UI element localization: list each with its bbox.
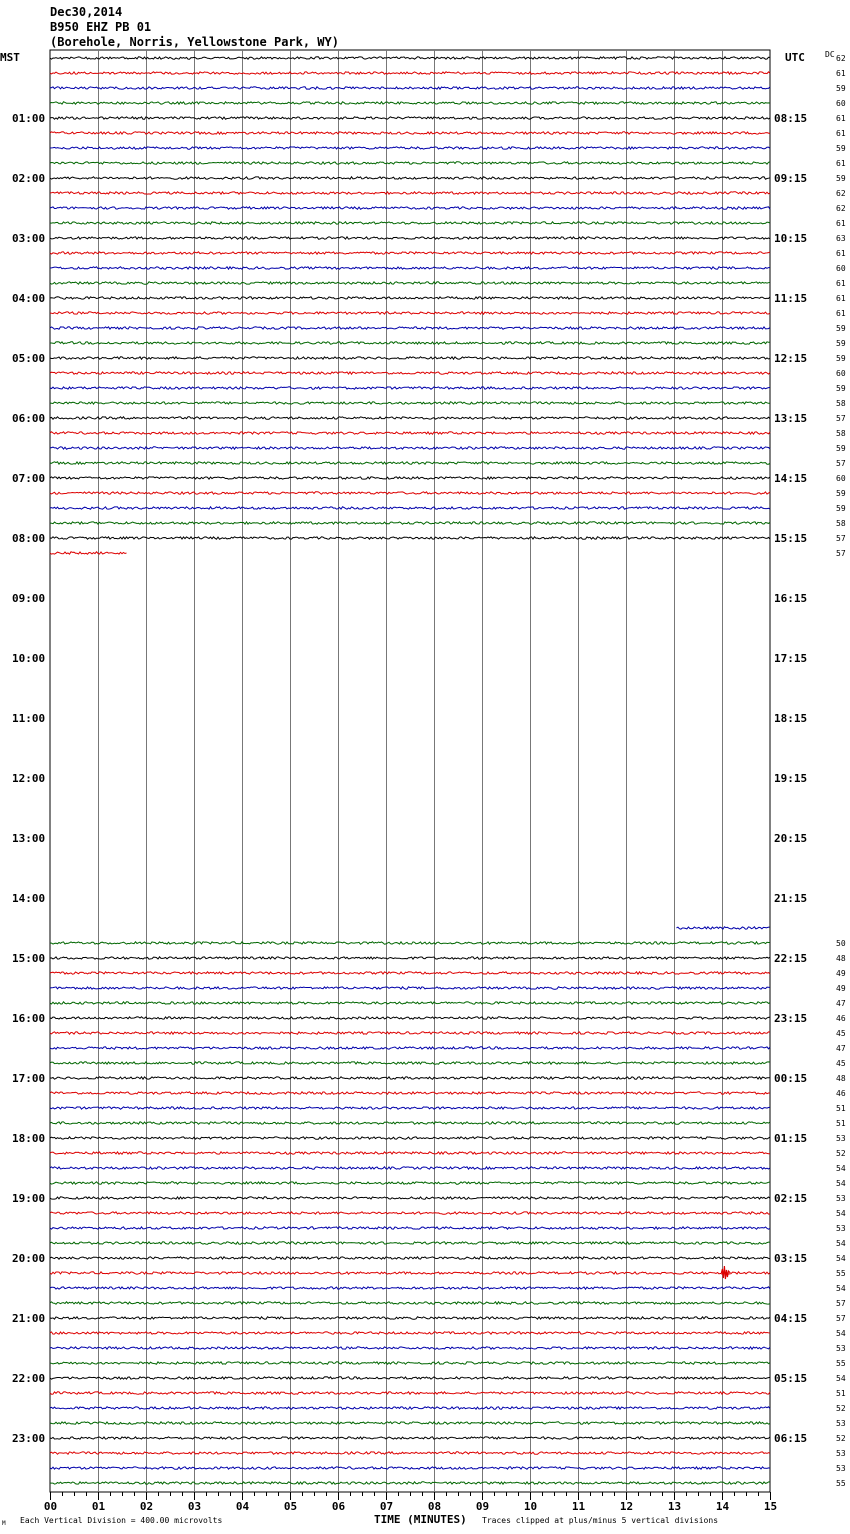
x-tick-label: 15 [763, 1500, 778, 1513]
seismic-trace [50, 192, 770, 194]
dc-offset-label: 59 [836, 324, 846, 333]
left-hour-label: 12:00 [12, 772, 46, 785]
dc-offset-label: 60 [836, 369, 846, 378]
seismic-trace [50, 177, 770, 179]
dc-offset-label: 57 [836, 459, 846, 468]
seismic-trace [50, 102, 770, 104]
seismic-trace [50, 1347, 770, 1349]
left-hour-label: 01:00 [12, 112, 46, 125]
seismic-trace [50, 282, 770, 284]
right-hour-label: 11:15 [774, 292, 808, 305]
clip-note: Traces clipped at plus/minus 5 vertical divisions [482, 1516, 719, 1525]
seismic-trace [50, 1002, 770, 1004]
left-hour-label: 15:00 [12, 952, 46, 965]
right-hour-label: 09:15 [774, 172, 808, 185]
dc-offset-label: 54 [836, 1239, 846, 1248]
dc-offset-label: 61 [836, 159, 846, 168]
dc-offset-label: 54 [836, 1329, 846, 1338]
dc-offset-label: 54 [836, 1164, 846, 1173]
seismic-trace [50, 117, 770, 119]
seismic-trace [50, 432, 770, 434]
seismic-trace [50, 1152, 770, 1154]
dc-offset-label: 61 [836, 249, 846, 258]
plot-frame [50, 50, 770, 1492]
right-hour-label: 06:15 [774, 1432, 808, 1445]
dc-offset-label: 46 [836, 1014, 846, 1023]
seismic-trace [50, 1182, 770, 1184]
x-tick-label: 13 [667, 1500, 682, 1513]
right-hour-label: 18:15 [774, 712, 808, 725]
x-tick-label: 08 [427, 1500, 442, 1513]
seismic-trace [50, 1227, 770, 1229]
x-tick-label: 09 [475, 1500, 490, 1513]
left-hour-label: 14:00 [12, 892, 46, 905]
dc-offset-label: 59 [836, 444, 846, 453]
seismic-trace [50, 1362, 770, 1364]
seismic-trace [50, 1302, 770, 1304]
dc-offset-label: 51 [836, 1389, 846, 1398]
right-hour-label: 12:15 [774, 352, 808, 365]
right-hour-label: 14:15 [774, 472, 808, 485]
dc-offset-label: 58 [836, 429, 846, 438]
scale-note: Each Vertical Division = 400.00 microvolts [20, 1516, 223, 1525]
dc-offset-label: 57 [836, 549, 846, 558]
right-hour-label: 19:15 [774, 772, 808, 785]
dc-offset-label: 61 [836, 309, 846, 318]
dc-offset-label: 59 [836, 489, 846, 498]
dc-offset-label: 48 [836, 954, 846, 963]
seismic-trace [50, 297, 770, 299]
dc-offset-label: 59 [836, 504, 846, 513]
dc-offset-label: 62 [836, 189, 846, 198]
chart-location: (Borehole, Norris, Yellowstone Park, WY) [50, 35, 339, 49]
seismic-trace [50, 477, 770, 479]
seismic-trace [50, 972, 770, 974]
right-hour-label: 03:15 [774, 1252, 808, 1265]
dc-offset-label: 60 [836, 474, 846, 483]
x-tick-label: 11 [571, 1500, 586, 1513]
dc-offset-label: 58 [836, 519, 846, 528]
dc-offset-label: 51 [836, 1104, 846, 1113]
x-tick-label: 01 [91, 1500, 106, 1513]
seismic-trace [50, 1107, 770, 1109]
dc-offset-label: 57 [836, 1299, 846, 1308]
dc-offset-label: 61 [836, 294, 846, 303]
left-hour-label: 03:00 [12, 232, 46, 245]
seismic-trace [50, 57, 770, 59]
seismic-trace [50, 372, 770, 374]
left-hour-label: 08:00 [12, 532, 46, 545]
left-hour-label: 21:00 [12, 1312, 46, 1325]
dc-offset-label: 54 [836, 1254, 846, 1263]
seismic-trace [50, 1077, 770, 1079]
seismic-trace [50, 147, 770, 149]
left-hour-label: 20:00 [12, 1252, 46, 1265]
seismic-trace [50, 72, 770, 74]
dc-offset-label: 55 [836, 1269, 846, 1278]
seismic-trace [50, 1017, 770, 1019]
dc-offset-label: 47 [836, 1044, 846, 1053]
dc-offset-label: 55 [836, 1479, 846, 1488]
dc-column-label: DC [825, 50, 835, 59]
seismic-trace [50, 942, 770, 944]
x-tick-label: 03 [187, 1500, 202, 1513]
dc-offset-label: 52 [836, 1434, 846, 1443]
seismic-trace [50, 1242, 770, 1244]
dc-offset-label: 53 [836, 1194, 846, 1203]
seismic-trace [50, 327, 770, 329]
x-tick-label: 07 [379, 1500, 394, 1513]
x-tick-label: 02 [139, 1500, 154, 1513]
x-tick-label: 06 [331, 1500, 346, 1513]
dc-offset-label: 62 [836, 54, 846, 63]
seismic-trace [50, 402, 770, 404]
seismic-trace [50, 492, 770, 494]
seismic-trace [50, 387, 770, 389]
x-tick-label: 10 [523, 1500, 538, 1513]
x-tick-label: 12 [619, 1500, 634, 1513]
seismic-trace [50, 552, 127, 554]
seismic-trace [50, 237, 770, 239]
x-tick-label: 04 [235, 1500, 250, 1513]
seismic-trace [50, 1092, 770, 1094]
corner-mark: M [2, 1520, 6, 1527]
dc-offset-label: 61 [836, 69, 846, 78]
dc-offset-label: 53 [836, 1134, 846, 1143]
dc-offset-label: 59 [836, 354, 846, 363]
seismic-trace [50, 132, 770, 134]
right-hour-label: 02:15 [774, 1192, 808, 1205]
seismic-trace [50, 987, 770, 989]
right-hour-label: 16:15 [774, 592, 808, 605]
seismic-trace [50, 1272, 770, 1274]
right-hour-label: 00:15 [774, 1072, 808, 1085]
right-hour-label: 13:15 [774, 412, 808, 425]
dc-offset-label: 55 [836, 1359, 846, 1368]
right-hour-label: 21:15 [774, 892, 808, 905]
left-hour-label: 04:00 [12, 292, 46, 305]
seismic-trace [50, 1197, 770, 1199]
dc-offset-label: 57 [836, 414, 846, 423]
dc-offset-label: 61 [836, 219, 846, 228]
dc-offset-label: 53 [836, 1464, 846, 1473]
seismic-trace [50, 1482, 770, 1484]
seismic-trace [50, 1377, 770, 1379]
seismic-trace [50, 162, 770, 164]
seismic-trace [50, 1437, 770, 1439]
left-hour-label: 05:00 [12, 352, 46, 365]
dc-offset-label: 52 [836, 1149, 846, 1158]
dc-offset-label: 59 [836, 339, 846, 348]
right-hour-label: 23:15 [774, 1012, 808, 1025]
seismic-trace [50, 462, 770, 464]
seismic-trace [50, 1212, 770, 1214]
dc-offset-label: 57 [836, 534, 846, 543]
dc-offset-label: 47 [836, 999, 846, 1008]
dc-offset-label: 53 [836, 1419, 846, 1428]
seismic-trace [50, 267, 770, 269]
seismic-trace [50, 1032, 770, 1034]
chart-station: B950 EHZ PB 01 [50, 20, 152, 34]
seismic-trace [50, 522, 770, 524]
seismic-trace [50, 1047, 770, 1049]
right-hour-label: 17:15 [774, 652, 808, 665]
dc-offset-label: 48 [836, 1074, 846, 1083]
seismic-trace [50, 1257, 770, 1259]
left-hour-label: 16:00 [12, 1012, 46, 1025]
seismic-trace [50, 1122, 770, 1124]
right-hour-label: 15:15 [774, 532, 808, 545]
dc-offset-label: 54 [836, 1209, 846, 1218]
dc-offset-label: 57 [836, 1314, 846, 1323]
dc-offset-label: 45 [836, 1059, 846, 1068]
dc-offset-label: 59 [836, 174, 846, 183]
right-hour-label: 20:15 [774, 832, 808, 845]
seismic-trace [50, 87, 770, 89]
dc-offset-label: 45 [836, 1029, 846, 1038]
seismic-trace [50, 507, 770, 509]
x-axis-title: TIME (MINUTES) [374, 1513, 467, 1526]
seismic-trace [50, 1137, 770, 1139]
right-hour-label: 10:15 [774, 232, 808, 245]
seismic-trace [50, 207, 770, 209]
seismic-trace [50, 222, 770, 224]
right-hour-label: 22:15 [774, 952, 808, 965]
dc-offset-label: 59 [836, 384, 846, 393]
left-hour-label: 23:00 [12, 1432, 46, 1445]
left-hour-label: 09:00 [12, 592, 46, 605]
seismic-trace [50, 312, 770, 314]
dc-offset-label: 61 [836, 129, 846, 138]
chart-date: Dec30,2014 [50, 5, 123, 19]
right-hour-label: 04:15 [774, 1312, 808, 1325]
left-hour-label: 11:00 [12, 712, 46, 725]
seismic-trace [50, 957, 770, 959]
dc-offset-label: 52 [836, 1404, 846, 1413]
seismic-trace [50, 1407, 770, 1409]
seismic-trace [50, 342, 770, 344]
right-hour-label: 01:15 [774, 1132, 808, 1145]
dc-offset-label: 53 [836, 1344, 846, 1353]
dc-offset-label: 50 [836, 939, 846, 948]
x-tick-label: 00 [43, 1500, 58, 1513]
seismic-trace [50, 1467, 770, 1469]
right-hour-label: 08:15 [774, 112, 808, 125]
right-hour-label: 05:15 [774, 1372, 808, 1385]
seismic-trace [50, 1452, 770, 1454]
dc-offset-label: 54 [836, 1284, 846, 1293]
seismic-trace [50, 1062, 770, 1064]
dc-offset-label: 46 [836, 1089, 846, 1098]
seismic-trace [50, 537, 770, 539]
seismic-trace [50, 1332, 770, 1334]
left-hour-label: 02:00 [12, 172, 46, 185]
dc-offset-label: 60 [836, 99, 846, 108]
left-hour-label: 06:00 [12, 412, 46, 425]
seismic-trace [50, 357, 770, 359]
dc-offset-label: 60 [836, 264, 846, 273]
seismic-trace [50, 1167, 770, 1169]
dc-offset-label: 59 [836, 84, 846, 93]
seismic-trace [50, 1287, 770, 1289]
left-hour-label: 10:00 [12, 652, 46, 665]
dc-offset-label: 63 [836, 234, 846, 243]
seismic-trace [50, 417, 770, 419]
dc-offset-label: 49 [836, 969, 846, 978]
dc-offset-label: 59 [836, 144, 846, 153]
left-timezone-label: MST [0, 51, 20, 64]
dc-offset-label: 62 [836, 204, 846, 213]
dc-offset-label: 53 [836, 1224, 846, 1233]
dc-offset-label: 54 [836, 1374, 846, 1383]
dc-offset-label: 54 [836, 1179, 846, 1188]
seismic-trace [50, 1317, 770, 1319]
left-hour-label: 17:00 [12, 1072, 46, 1085]
x-tick-label: 05 [283, 1500, 298, 1513]
left-hour-label: 22:00 [12, 1372, 46, 1385]
dc-offset-label: 61 [836, 114, 846, 123]
seismic-trace [50, 447, 770, 449]
left-hour-label: 19:00 [12, 1192, 46, 1205]
seismic-trace [50, 1392, 770, 1394]
dc-offset-label: 53 [836, 1449, 846, 1458]
dc-offset-label: 61 [836, 279, 846, 288]
left-hour-label: 07:00 [12, 472, 46, 485]
dc-offset-label: 49 [836, 984, 846, 993]
left-hour-label: 18:00 [12, 1132, 46, 1145]
dc-offset-label: 58 [836, 399, 846, 408]
left-hour-label: 13:00 [12, 832, 46, 845]
x-tick-label: 14 [715, 1500, 730, 1513]
seismic-trace [50, 252, 770, 254]
seismic-trace [50, 1422, 770, 1424]
dc-offset-label: 51 [836, 1119, 846, 1128]
right-timezone-label: UTC [785, 51, 805, 64]
